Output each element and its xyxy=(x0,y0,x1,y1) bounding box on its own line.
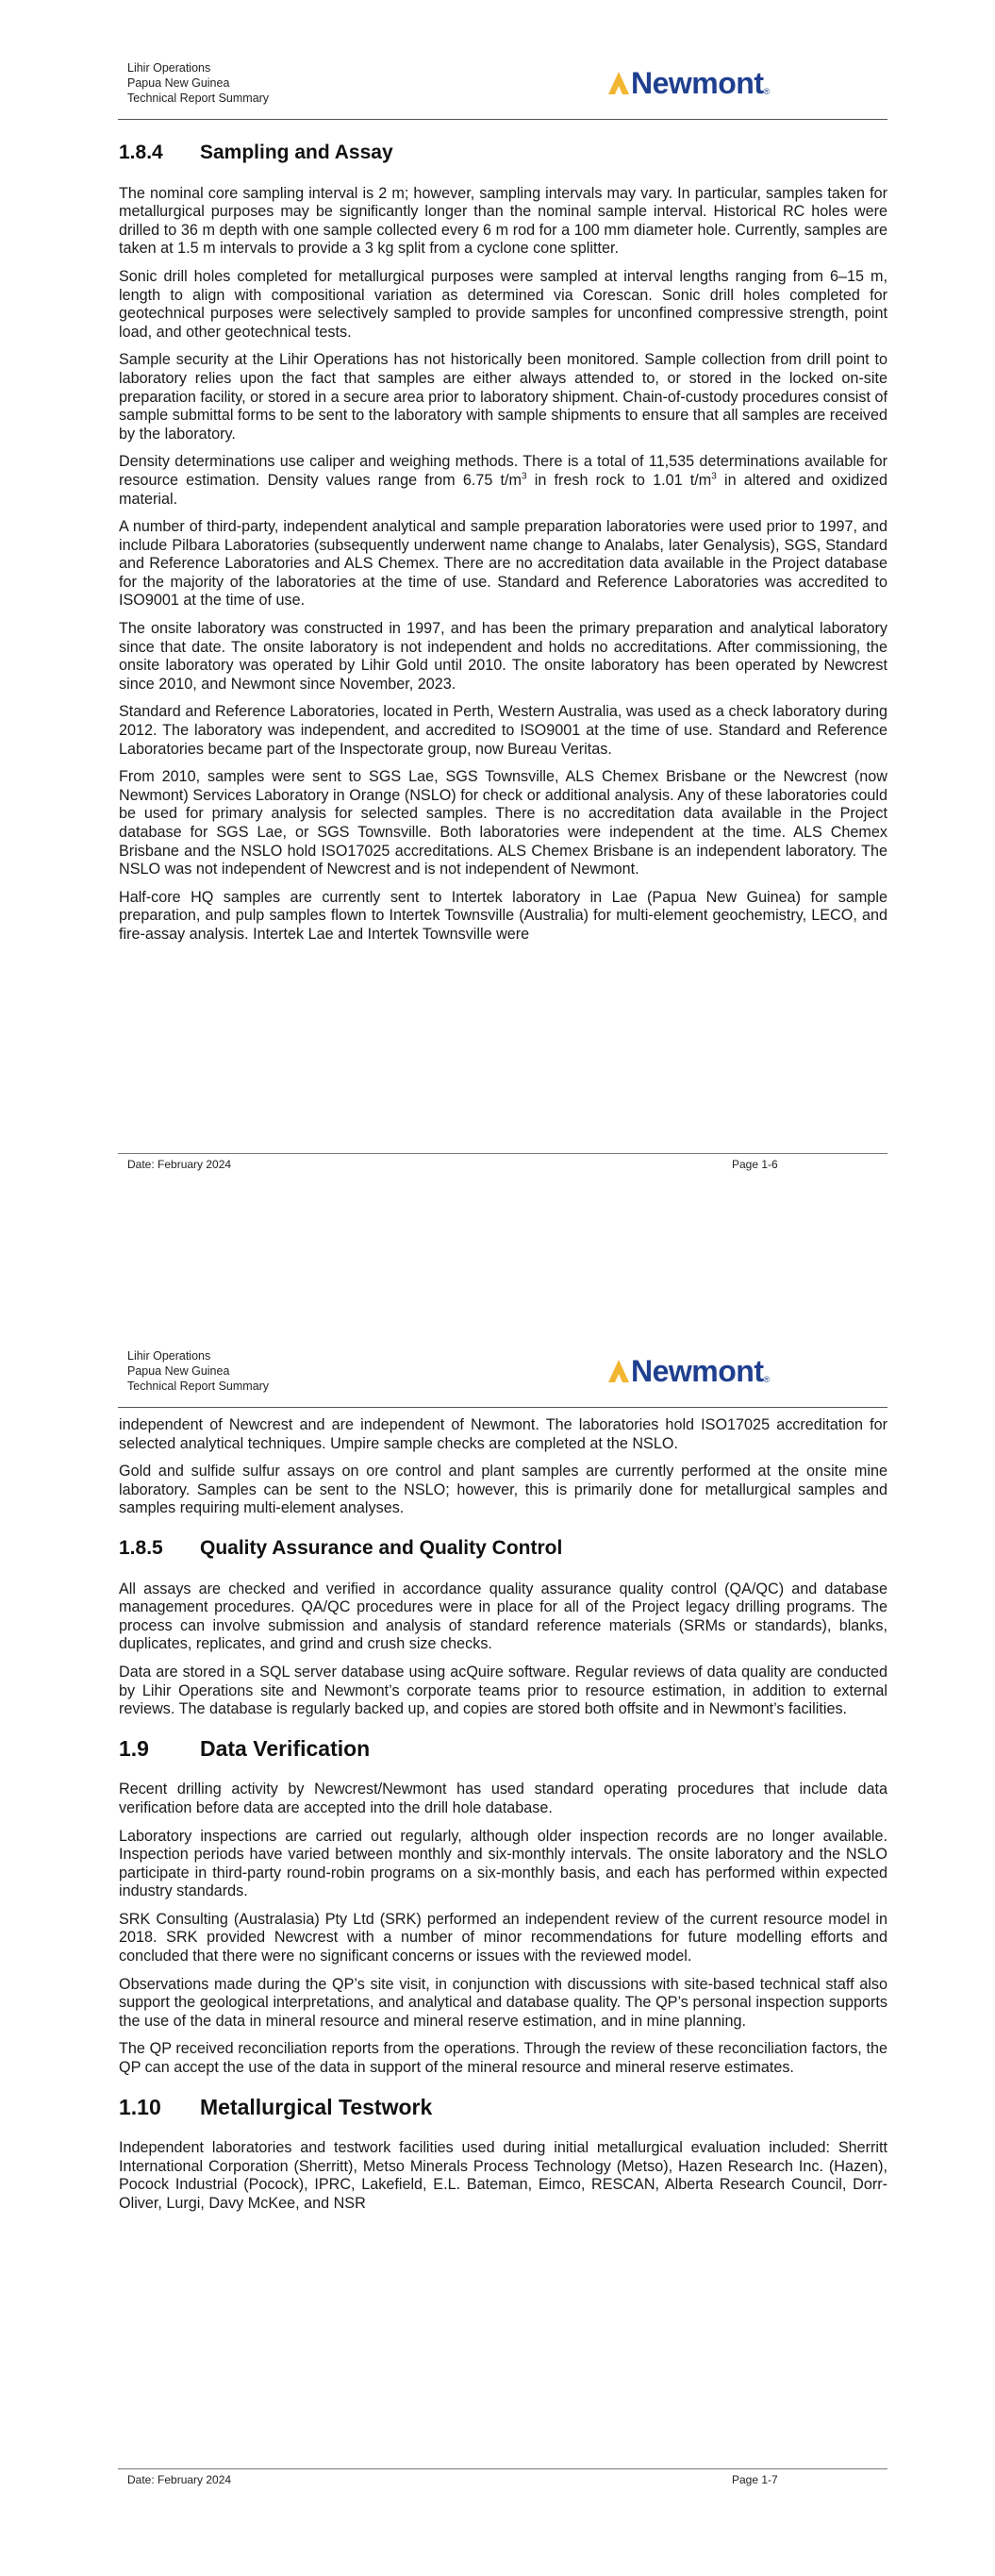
paragraph: independent of Newcrest and are independent of Newmont. The laboratories hold ISO17025 accreditation for selected analytical techniques. Umpire sample checks are completed at the NSLO. xyxy=(119,1416,887,1452)
newmont-logo xyxy=(608,66,770,100)
section-number: 1.8.5 xyxy=(119,1536,163,1559)
section-title: Sampling and Assay xyxy=(200,142,393,163)
header-rule xyxy=(118,1407,887,1408)
section-title: Data Verification xyxy=(200,1735,371,1761)
paragraph: Recent drilling activity by Newcrest/Newmont has used standard operating procedures that include data verification before data are accepted into the drill hole database. xyxy=(119,1781,887,1816)
paragraph: The onsite laboratory was constructed in 1997, and has been the primary preparation and analytical laboratory since that date. The onsite laboratory is not independent and holds no accreditations. After commissioning, the onsite laboratory was operated by Lihir Gold until 2010. The onsite laboratory has been operated by Newcrest since 2010, and Newmont since November, 2023. xyxy=(119,620,887,693)
footer-date: Date: February 2024 xyxy=(127,1158,232,1171)
paragraph: The QP received reconciliation reports from the operations. Through the review of these reconciliation factors, the QP can accept the use of the data in support of the mineral resource and mineral reserve estimates. xyxy=(119,2040,887,2077)
paragraph: SRK Consulting (Australasia) Pty Ltd (SRK) performed an independent review of the current resource model in 2018. SRK provided Newcrest with a number of minor recommendations for future modelling efforts and concluded that there were no significant concerns or issues with the reviewed model. xyxy=(119,1910,887,1965)
header-line-3: Technical Report Summary xyxy=(127,92,270,105)
paragraph: Sonic drill holes completed for metallurgical purposes were sampled at interval lengths ranging from 6–15 m, length to align with compositional variation as determined via Corescan. Sonic drill holes completed for geotechnical purposes were selectively sampled to provide samples for unconfined compressive strength, point load, and other geotechnical tests. xyxy=(119,267,887,341)
paragraph: Data are stored in a SQL server database using acQuire software. Regular reviews of data quality are conducted by Lihir Operations site and Newmont’s corporate teams prior to resource estimation, in addition to external reviews. The database is regularly backed up, and copies are stored both offsite and in Newmont’s facilities. xyxy=(119,1663,887,1718)
paragraph: Observations made during the QP’s site visit, in conjunction with discussions with site-based technical staff also support the geological interpretations, and analytical and database quality. The QP’s personal inspection supports the use of the data in mineral resource and mineral reserve estimation, and in mine planning. xyxy=(119,1975,887,2030)
section-heading-metallurgical xyxy=(119,2094,887,2119)
section-number: 1.9 xyxy=(119,1735,149,1761)
footer-date: Date: February 2024 xyxy=(127,2473,232,2486)
header-info xyxy=(127,1348,269,1394)
header-line-3: Technical Report Summary xyxy=(127,1380,270,1393)
density-text-c: in altered and oxidized material. xyxy=(119,471,888,508)
section-heading-data-verification xyxy=(119,1735,887,1761)
section-number: 1.8.4 xyxy=(119,142,163,163)
logo-text: Newmont xyxy=(631,65,764,100)
density-text-a: Density determinations use caliper and weighing methods. There is a total of 11,535 determinations available for resource estimation. Density values range from 6.75 t/m xyxy=(119,453,887,489)
section-heading-sampling xyxy=(119,143,887,162)
footer-rule xyxy=(118,1153,887,1154)
paragraph: The nominal core sampling interval is 2 m; however, sampling intervals may vary. In particular, samples taken for metallurgical purposes may be significantly longer than the nominal sample interval. Historical RC holes were drilled to 36 m depth with one sample collected every 6 m rod for a 100 mm diameter hole. Currently, samples are taken at 1.5 m intervals to provide a 3 kg split from a cyclone cone splitter. xyxy=(119,184,887,258)
paragraph: Half-core HQ samples are currently sent to Intertek laboratory in Lae (Papua New Guinea) for sample preparation, and pulp samples flown to Intertek Townsville (Australia) for multi-element geochemistry, LECO, and fire-assay analysis. Intertek Lae and Intertek Townsville were xyxy=(119,888,887,943)
paragraph-density xyxy=(119,453,887,509)
paragraph: Independent laboratories and testwork facilities used during initial metallurgical evaluation included: Sherritt International Corporation (Sherritt), Metso Minerals Process Technology (Metso), Hazen Research Inc. (Hazen), Pocock Industrial (Pocock), IPRC, Lakefield, E.L. Bateman, Eimco, RESCAN, Alberta Research Council, Dorr-Oliver, Lurgi, Davy McKee, and NSR xyxy=(119,2139,887,2212)
paragraph: Laboratory inspections are carried out regularly, although older inspection records are no longer available. Inspection periods have varied between monthly and six-monthly intervals. The onsite laboratory and the NSLO participate in third-party round-robin programs on a six-monthly basis, and each has performed within expected industry standards. xyxy=(119,1827,887,1900)
density-text-b: in fresh rock to 1.01 t/m xyxy=(526,471,712,489)
paragraph: Sample security at the Lihir Operations has not historically been monitored. Sample collection from drill point to laboratory relies upon the fact that samples are either always attended to, or stored in the locked on-site preparation facility, or stored in a secure area prior to laboratory shipment. Chain-of-custody procedures consist of sample submittal forms to be sent to the laboratory with sample shipments to ensure that all samples are received by the laboratory. xyxy=(119,351,887,443)
paragraph: Gold and sulfide sulfur assays on ore control and plant samples are currently performed at the onsite mine laboratory. Samples can be sent to the NSLO; however, this is primarily done for metallurgical samples and samples requiring multi-element analyses. xyxy=(119,1463,887,1517)
section-title: Quality Assurance and Quality Control xyxy=(200,1536,563,1559)
newmont-logo-icon xyxy=(608,72,629,94)
paragraph: All assays are checked and verified in accordance quality assurance quality control (QA/QC) and database management procedures. QA/QC procedures were in place for all of the Project legacy drilling programs. The process can involve submission and analysis of standard reference materials (SRMs or standards), blanks, duplicates, replicates, and grind and crush size checks. xyxy=(119,1580,887,1653)
page-1-content xyxy=(119,136,887,954)
superscript-3: 3 xyxy=(522,471,527,482)
footer-page-number: Page 1-7 xyxy=(732,2473,778,2486)
newmont-logo xyxy=(608,1354,770,1388)
superscript-3: 3 xyxy=(711,471,717,482)
section-number: 1.10 xyxy=(119,2094,161,2119)
paragraph: Standard and Reference Laboratories, located in Perth, Western Australia, was used as a check laboratory during 2012. The laboratory was independent, and accredited to ISO9001 at the time of use. Standard and Reference Laboratories became part of the Inspectorate group, now Bureau Veritas. xyxy=(119,703,887,758)
header-line-2: Papua New Guinea xyxy=(127,76,230,90)
header-info xyxy=(127,60,269,106)
logo-trademark: ® xyxy=(763,1375,771,1384)
header-rule xyxy=(118,119,887,120)
paragraph: From 2010, samples were sent to SGS Lae, SGS Townsville, ALS Chemex Brisbane or the Newcrest (now Newmont) Services Laboratory in Orange (NSLO) for check or additional analysis. Any of these laboratories could be used for primary analysis for selected samples. There is no accreditation data available in the Project database for SGS Lae, or SGS Townsville. Both laboratories were independent at the time. ALS Chemex Brisbane and the NSLO hold ISO17025 accreditations. ALS Chemex Brisbane is an independent laboratory. The NSLO was not independent of Newcrest and is not independent of Newmont. xyxy=(119,768,887,878)
header-line-1: Lihir Operations xyxy=(127,61,211,75)
section-heading-qaqc xyxy=(119,1536,887,1559)
newmont-logo-icon xyxy=(608,1360,629,1382)
logo-text: Newmont xyxy=(631,1353,764,1388)
footer-rule xyxy=(118,2468,887,2469)
paragraph: A number of third-party, independent analytical and sample preparation laboratories were used prior to 1997, and include Pilbara Laboratories (subsequently underwent name change to Analabs, later Genalysis), SGS, Standard and Reference Laboratories and ALS Chemex. There are no accreditation data available in the Project database for the majority of the laboratories at the time of use. Standard and Reference Laboratories was accredited to ISO9001 at the time of use. xyxy=(119,518,887,610)
footer-page-number: Page 1-6 xyxy=(732,1158,778,1171)
logo-trademark: ® xyxy=(763,87,771,96)
header-line-1: Lihir Operations xyxy=(127,1349,211,1363)
page-2 xyxy=(0,1288,995,2576)
header-line-2: Papua New Guinea xyxy=(127,1364,230,1378)
page-2-content xyxy=(119,1416,887,2223)
section-title: Metallurgical Testwork xyxy=(200,2094,433,2119)
